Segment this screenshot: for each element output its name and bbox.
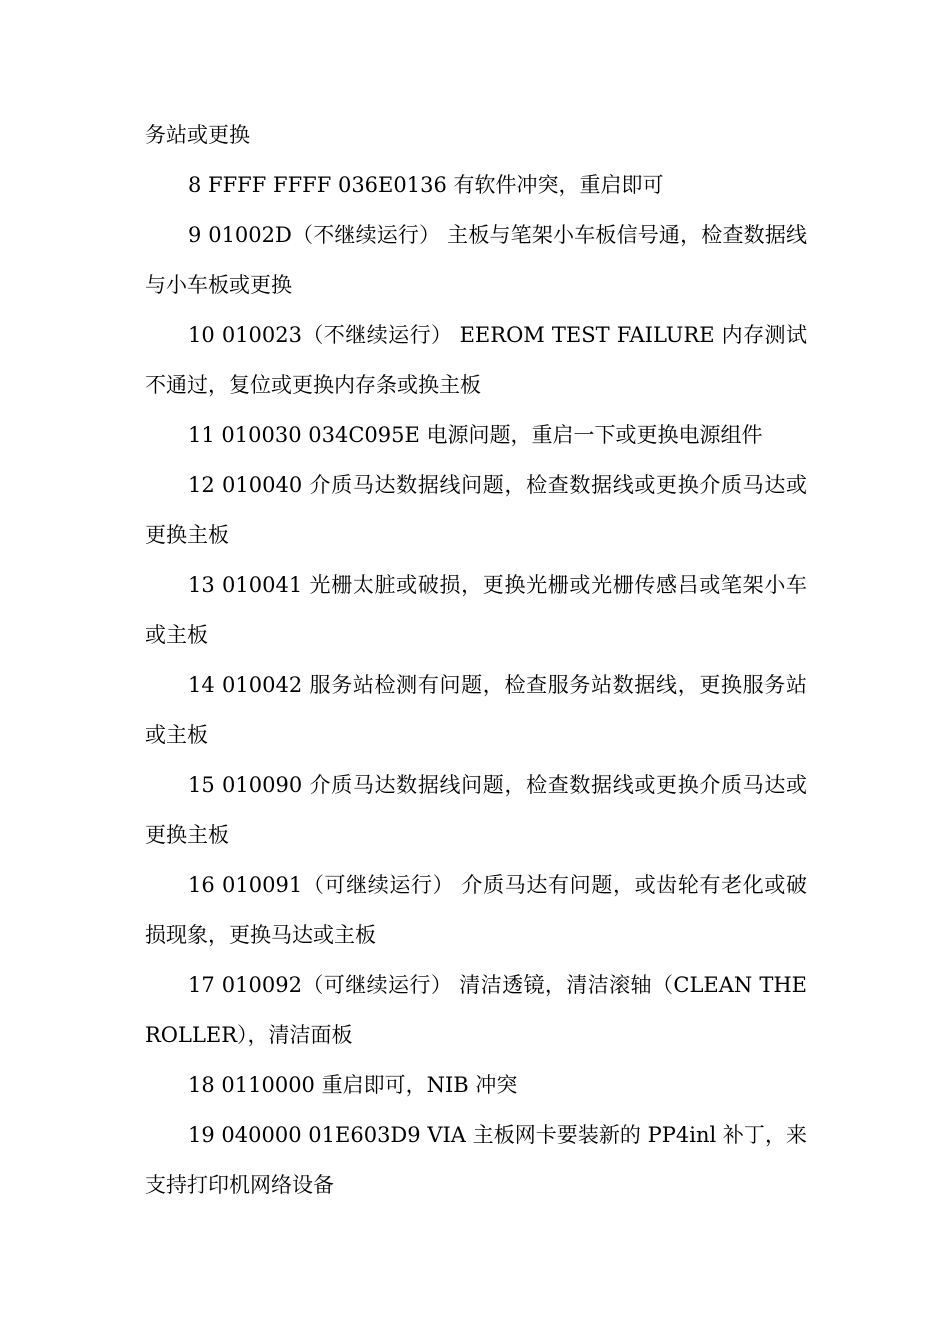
paragraph-error-15: 15 010090 介质马达数据线问题，检查数据线或更换介质马达或更换主板 [145,773,807,847]
document-body [145,110,807,1210]
paragraph-error-10: 10 010023（不继续运行） EEROM TEST FAILURE 内存测试不通过，复位或更换内存条或换主板 [145,323,807,397]
paragraph-continuation: 务站或更换 [145,123,250,147]
paragraph-error-13: 13 010041 光栅太脏或破损，更换光栅或光栅传感吕或笔架小车或主板 [145,573,807,647]
paragraph-error-8: 8 FFFF FFFF 036E0136 有软件冲突，重启即可 [188,173,664,197]
paragraph-error-16: 16 010091（可继续运行） 介质马达有问题，或齿轮有老化或破损现象，更换马达或主板 [145,873,807,947]
paragraph-error-14: 14 010042 服务站检测有问题，检查服务站数据线，更换服务站或主板 [145,673,807,747]
paragraph-error-12: 12 010040 介质马达数据线问题，检查数据线或更换介质马达或更换主板 [145,473,807,547]
paragraph-error-17: 17 010092（可继续运行） 清洁透镜，清洁滚轴（CLEAN THE ROLLER），清洁面板 [145,973,807,1047]
paragraph-error-18: 18 0110000 重启即可，NIB 冲突 [188,1073,518,1097]
paragraph-error-19: 19 040000 01E603D9 VIA 主板网卡要装新的 PP4inl 补丁，来支持打印机网络设备 [145,1123,807,1197]
paragraph-error-11: 11 010030 034C095E 电源问题，重启一下或更换电源组件 [188,423,763,447]
paragraph-error-9: 9 01002D（不继续运行） 主板与笔架小车板信号通，检查数据线与小车板或更换 [145,223,807,297]
